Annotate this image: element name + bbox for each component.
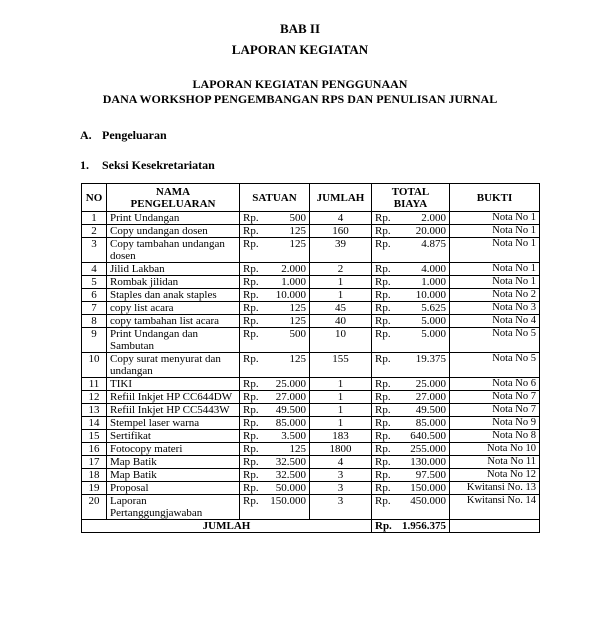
row-no: 19: [82, 482, 107, 495]
table-row: [82, 417, 540, 430]
row-satuan: 125: [289, 238, 306, 250]
table-row: [82, 469, 540, 482]
row-total-currency: Rp.: [375, 404, 391, 416]
row-bukti: Nota No 5: [450, 353, 540, 378]
section-1-label: Seksi Kesekretariatan: [102, 158, 215, 172]
table-row: [82, 212, 540, 225]
row-no: 6: [82, 289, 107, 302]
row-satuan: 125: [289, 443, 306, 455]
row-jumlah: 39: [310, 238, 372, 263]
row-bukti: Nota No 12: [450, 469, 540, 482]
row-satuan-currency: Rp.: [243, 443, 259, 455]
row-no: 16: [82, 443, 107, 456]
row-no: 18: [82, 469, 107, 482]
row-satuan: 1.000: [281, 276, 306, 288]
row-no: 3: [82, 238, 107, 263]
row-total-cell: [372, 225, 450, 238]
table-header-row: [82, 184, 540, 212]
row-no: 8: [82, 315, 107, 328]
report-subtitle-line2: DANA WORKSHOP PENGEMBANGAN RPS DAN PENULISAN JURNAL: [102, 92, 498, 106]
header-total: [372, 184, 450, 212]
row-bukti: Nota No 6: [450, 378, 540, 391]
total-bukti-empty: [450, 520, 540, 533]
row-no: 10: [82, 353, 107, 378]
row-satuan-currency: Rp.: [243, 263, 259, 275]
row-nama: Copy tambahan undangan dosen: [107, 238, 240, 263]
row-nama: Jilid Lakban: [107, 263, 240, 276]
row-total: 4.875: [421, 238, 446, 250]
row-total-cell: [372, 482, 450, 495]
row-total: 2.000: [421, 212, 446, 224]
row-satuan-cell: [240, 289, 310, 302]
row-satuan-currency: Rp.: [243, 391, 259, 403]
row-nama: copy tambahan list acara: [107, 315, 240, 328]
table-row: [82, 238, 540, 263]
row-satuan-cell: [240, 378, 310, 391]
row-no: 20: [82, 495, 107, 520]
row-total-currency: Rp.: [375, 276, 391, 288]
row-bukti: Nota No 9: [450, 417, 540, 430]
row-satuan-currency: Rp.: [243, 378, 259, 390]
table-row: [82, 456, 540, 469]
row-nama: Proposal: [107, 482, 240, 495]
table-row: [82, 353, 540, 378]
row-jumlah: 1: [310, 289, 372, 302]
row-satuan-cell: [240, 238, 310, 263]
table-row: [82, 378, 540, 391]
row-total-currency: Rp.: [375, 238, 391, 250]
row-total: 4.000: [421, 263, 446, 275]
table-row: [82, 302, 540, 315]
row-bukti: Kwitansi No. 14: [450, 495, 540, 520]
row-satuan-currency: Rp.: [243, 353, 259, 365]
row-satuan-cell: [240, 353, 310, 378]
row-total-cell: [372, 238, 450, 263]
row-jumlah: 1: [310, 404, 372, 417]
row-total: 25.000: [415, 378, 446, 390]
section-1-heading: [80, 158, 215, 173]
header-no: NO: [82, 184, 107, 212]
row-total-currency: Rp.: [375, 456, 391, 468]
row-satuan-currency: Rp.: [243, 289, 259, 301]
row-jumlah: 4: [310, 212, 372, 225]
row-bukti: Nota No 5: [450, 328, 540, 353]
row-jumlah: 1: [310, 378, 372, 391]
row-total: 85.000: [415, 417, 446, 429]
row-total-currency: Rp.: [375, 482, 391, 494]
row-nama: Map Batik: [107, 456, 240, 469]
row-bukti: Nota No 1: [450, 212, 540, 225]
row-nama: Copy surat menyurat dan undangan: [107, 353, 240, 378]
row-bukti: Nota No 8: [450, 430, 540, 443]
row-total-currency: Rp.: [375, 212, 391, 224]
row-total-cell: [372, 276, 450, 289]
row-nama: Map Batik: [107, 469, 240, 482]
row-total: 5.625: [421, 302, 446, 314]
row-satuan-cell: [240, 417, 310, 430]
row-nama: copy list acara: [107, 302, 240, 315]
row-total: 130.000: [410, 456, 446, 468]
table-row: [82, 289, 540, 302]
row-no: 15: [82, 430, 107, 443]
row-total-cell: [372, 315, 450, 328]
row-nama: Rombak jilidan: [107, 276, 240, 289]
row-satuan-cell: [240, 456, 310, 469]
chapter-title: LAPORAN KEGIATAN: [231, 42, 369, 57]
row-satuan-cell: [240, 302, 310, 315]
row-total-cell: [372, 417, 450, 430]
row-total: 1.000: [421, 276, 446, 288]
row-satuan-cell: [240, 276, 310, 289]
row-satuan: 500: [289, 212, 306, 224]
header-total-line1: TOTAL: [391, 185, 430, 198]
table-row: [82, 404, 540, 417]
report-subtitle-line1: LAPORAN KEGIATAN PENGGUNAAN: [192, 77, 408, 91]
header-nama-line2: PENGELUARAN: [130, 197, 216, 210]
row-total: 450.000: [410, 495, 446, 507]
row-bukti: Kwitansi No. 13: [450, 482, 540, 495]
row-total-cell: [372, 469, 450, 482]
row-jumlah: 4: [310, 456, 372, 469]
table-row: [82, 225, 540, 238]
row-satuan: 500: [289, 328, 306, 340]
row-total: 150.000: [410, 482, 446, 494]
row-no: 12: [82, 391, 107, 404]
row-total-cell: [372, 443, 450, 456]
row-total-currency: Rp.: [375, 328, 391, 340]
row-satuan-currency: Rp.: [243, 328, 259, 340]
row-total-cell: [372, 289, 450, 302]
header-jumlah: JUMLAH: [310, 184, 372, 212]
section-a-label: Pengeluaran: [102, 128, 167, 142]
row-jumlah: 1800: [310, 443, 372, 456]
row-jumlah: 1: [310, 391, 372, 404]
row-satuan: 32.500: [275, 469, 306, 481]
row-total: 20.000: [415, 225, 446, 237]
row-total-currency: Rp.: [375, 263, 391, 275]
expense-table: [81, 183, 540, 533]
row-satuan-currency: Rp.: [243, 404, 259, 416]
row-bukti: Nota No 4: [450, 315, 540, 328]
row-total-currency: Rp.: [375, 289, 391, 301]
total-row: [82, 520, 540, 533]
row-bukti: Nota No 7: [450, 404, 540, 417]
row-total-currency: Rp.: [375, 417, 391, 429]
row-bukti: Nota No 7: [450, 391, 540, 404]
row-satuan-currency: Rp.: [243, 302, 259, 314]
total-value: 1.956.375: [402, 520, 446, 532]
row-jumlah: 1: [310, 276, 372, 289]
row-satuan: 125: [289, 353, 306, 365]
row-total-cell: [372, 391, 450, 404]
row-nama: Sertifikat: [107, 430, 240, 443]
row-satuan: 49.500: [275, 404, 306, 416]
row-satuan-currency: Rp.: [243, 469, 259, 481]
row-nama: Stempel laser warna: [107, 417, 240, 430]
row-jumlah: 2: [310, 263, 372, 276]
row-no: 7: [82, 302, 107, 315]
header-bukti: BUKTI: [450, 184, 540, 212]
row-satuan-currency: Rp.: [243, 417, 259, 429]
row-total-cell: [372, 495, 450, 520]
row-jumlah: 3: [310, 469, 372, 482]
row-total-cell: [372, 212, 450, 225]
row-satuan-currency: Rp.: [243, 225, 259, 237]
row-total-cell: [372, 378, 450, 391]
row-total-currency: Rp.: [375, 469, 391, 481]
table-row: [82, 391, 540, 404]
row-jumlah: 160: [310, 225, 372, 238]
row-no: 5: [82, 276, 107, 289]
total-currency: Rp.: [375, 520, 392, 532]
row-satuan-currency: Rp.: [243, 482, 259, 494]
row-jumlah: 40: [310, 315, 372, 328]
row-total-currency: Rp.: [375, 430, 391, 442]
row-total-cell: [372, 404, 450, 417]
row-total-currency: Rp.: [375, 353, 391, 365]
table-row: [82, 328, 540, 353]
row-total: 255.000: [410, 443, 446, 455]
row-jumlah: 45: [310, 302, 372, 315]
table-row: [82, 482, 540, 495]
row-total: 27.000: [415, 391, 446, 403]
row-total: 97.500: [415, 469, 446, 481]
row-bukti: Nota No 1: [450, 276, 540, 289]
row-satuan: 150.000: [270, 495, 306, 507]
row-no: 17: [82, 456, 107, 469]
row-satuan-currency: Rp.: [243, 238, 259, 250]
row-nama: Refiil Inkjet HP CC644DW: [107, 391, 240, 404]
row-jumlah: 3: [310, 482, 372, 495]
row-bukti: Nota No 10: [450, 443, 540, 456]
row-satuan-cell: [240, 404, 310, 417]
row-no: 9: [82, 328, 107, 353]
row-nama: Refiil Inkjet HP CC5443W: [107, 404, 240, 417]
row-total-cell: [372, 328, 450, 353]
chapter-heading: BAB II: [279, 21, 321, 36]
row-nama: Copy undangan dosen: [107, 225, 240, 238]
row-jumlah: 155: [310, 353, 372, 378]
row-nama: TIKI: [107, 378, 240, 391]
row-total: 5.000: [421, 328, 446, 340]
total-label: JUMLAH: [82, 520, 372, 533]
row-total: 49.500: [415, 404, 446, 416]
table-row: [82, 443, 540, 456]
row-no: 1: [82, 212, 107, 225]
row-total: 5.000: [421, 315, 446, 327]
row-total-cell: [372, 430, 450, 443]
row-satuan-currency: Rp.: [243, 495, 259, 507]
row-bukti: Nota No 2: [450, 289, 540, 302]
row-nama: Staples dan anak staples: [107, 289, 240, 302]
row-total-currency: Rp.: [375, 302, 391, 314]
row-total: 640.500: [410, 430, 446, 442]
row-nama: Print Undangan dan Sambutan: [107, 328, 240, 353]
table-row: [82, 276, 540, 289]
table-row: [82, 263, 540, 276]
row-satuan-cell: [240, 391, 310, 404]
total-value-cell: [372, 520, 450, 533]
row-total-cell: [372, 456, 450, 469]
row-satuan: 85.000: [275, 417, 306, 429]
row-nama: Laporan Pertanggungjawaban: [107, 495, 240, 520]
row-satuan-currency: Rp.: [243, 456, 259, 468]
row-jumlah: 3: [310, 495, 372, 520]
row-satuan-cell: [240, 443, 310, 456]
row-total-currency: Rp.: [375, 495, 391, 507]
row-satuan-cell: [240, 315, 310, 328]
row-total-cell: [372, 353, 450, 378]
row-no: 11: [82, 378, 107, 391]
row-total-currency: Rp.: [375, 315, 391, 327]
row-bukti: Nota No 11: [450, 456, 540, 469]
row-no: 13: [82, 404, 107, 417]
row-no: 2: [82, 225, 107, 238]
row-satuan-currency: Rp.: [243, 212, 259, 224]
row-satuan-cell: [240, 225, 310, 238]
row-satuan-cell: [240, 482, 310, 495]
row-satuan-cell: [240, 495, 310, 520]
section-1-number: 1.: [80, 158, 89, 172]
header-nama: [107, 184, 240, 212]
header-satuan: SATUAN: [240, 184, 310, 212]
row-bukti: Nota No 3: [450, 302, 540, 315]
row-total: 10.000: [415, 289, 446, 301]
row-total: 19.375: [415, 353, 446, 365]
table-row: [82, 315, 540, 328]
row-bukti: Nota No 1: [450, 263, 540, 276]
row-total-currency: Rp.: [375, 443, 391, 455]
row-total-currency: Rp.: [375, 391, 391, 403]
row-jumlah: 1: [310, 417, 372, 430]
row-satuan: 3.500: [281, 430, 306, 442]
row-satuan-cell: [240, 430, 310, 443]
row-satuan-currency: Rp.: [243, 315, 259, 327]
row-bukti: Nota No 1: [450, 238, 540, 263]
row-total-currency: Rp.: [375, 225, 391, 237]
row-satuan-cell: [240, 263, 310, 276]
row-nama: Fotocopy materi: [107, 443, 240, 456]
row-satuan-currency: Rp.: [243, 276, 259, 288]
row-bukti: Nota No 1: [450, 225, 540, 238]
row-satuan: 25.000: [275, 378, 306, 390]
table-row: [82, 495, 540, 520]
row-no: 14: [82, 417, 107, 430]
row-satuan: 125: [289, 225, 306, 237]
row-satuan: 32.500: [275, 456, 306, 468]
row-satuan: 125: [289, 315, 306, 327]
section-a-number: A.: [80, 128, 92, 142]
row-nama: Print Undangan: [107, 212, 240, 225]
row-satuan: 50.000: [275, 482, 306, 494]
row-satuan: 2.000: [281, 263, 306, 275]
row-total-cell: [372, 302, 450, 315]
row-satuan: 10.000: [275, 289, 306, 301]
row-total-currency: Rp.: [375, 378, 391, 390]
header-nama-line1: NAMA: [155, 185, 191, 198]
header-total-line2: BIAYA: [393, 197, 428, 210]
row-no: 4: [82, 263, 107, 276]
row-satuan: 27.000: [275, 391, 306, 403]
row-jumlah: 183: [310, 430, 372, 443]
row-jumlah: 10: [310, 328, 372, 353]
row-satuan-currency: Rp.: [243, 430, 259, 442]
table-row: [82, 430, 540, 443]
section-a-heading: [80, 128, 167, 143]
row-satuan-cell: [240, 469, 310, 482]
row-satuan-cell: [240, 212, 310, 225]
row-total-cell: [372, 263, 450, 276]
row-satuan: 125: [289, 302, 306, 314]
row-satuan-cell: [240, 328, 310, 353]
